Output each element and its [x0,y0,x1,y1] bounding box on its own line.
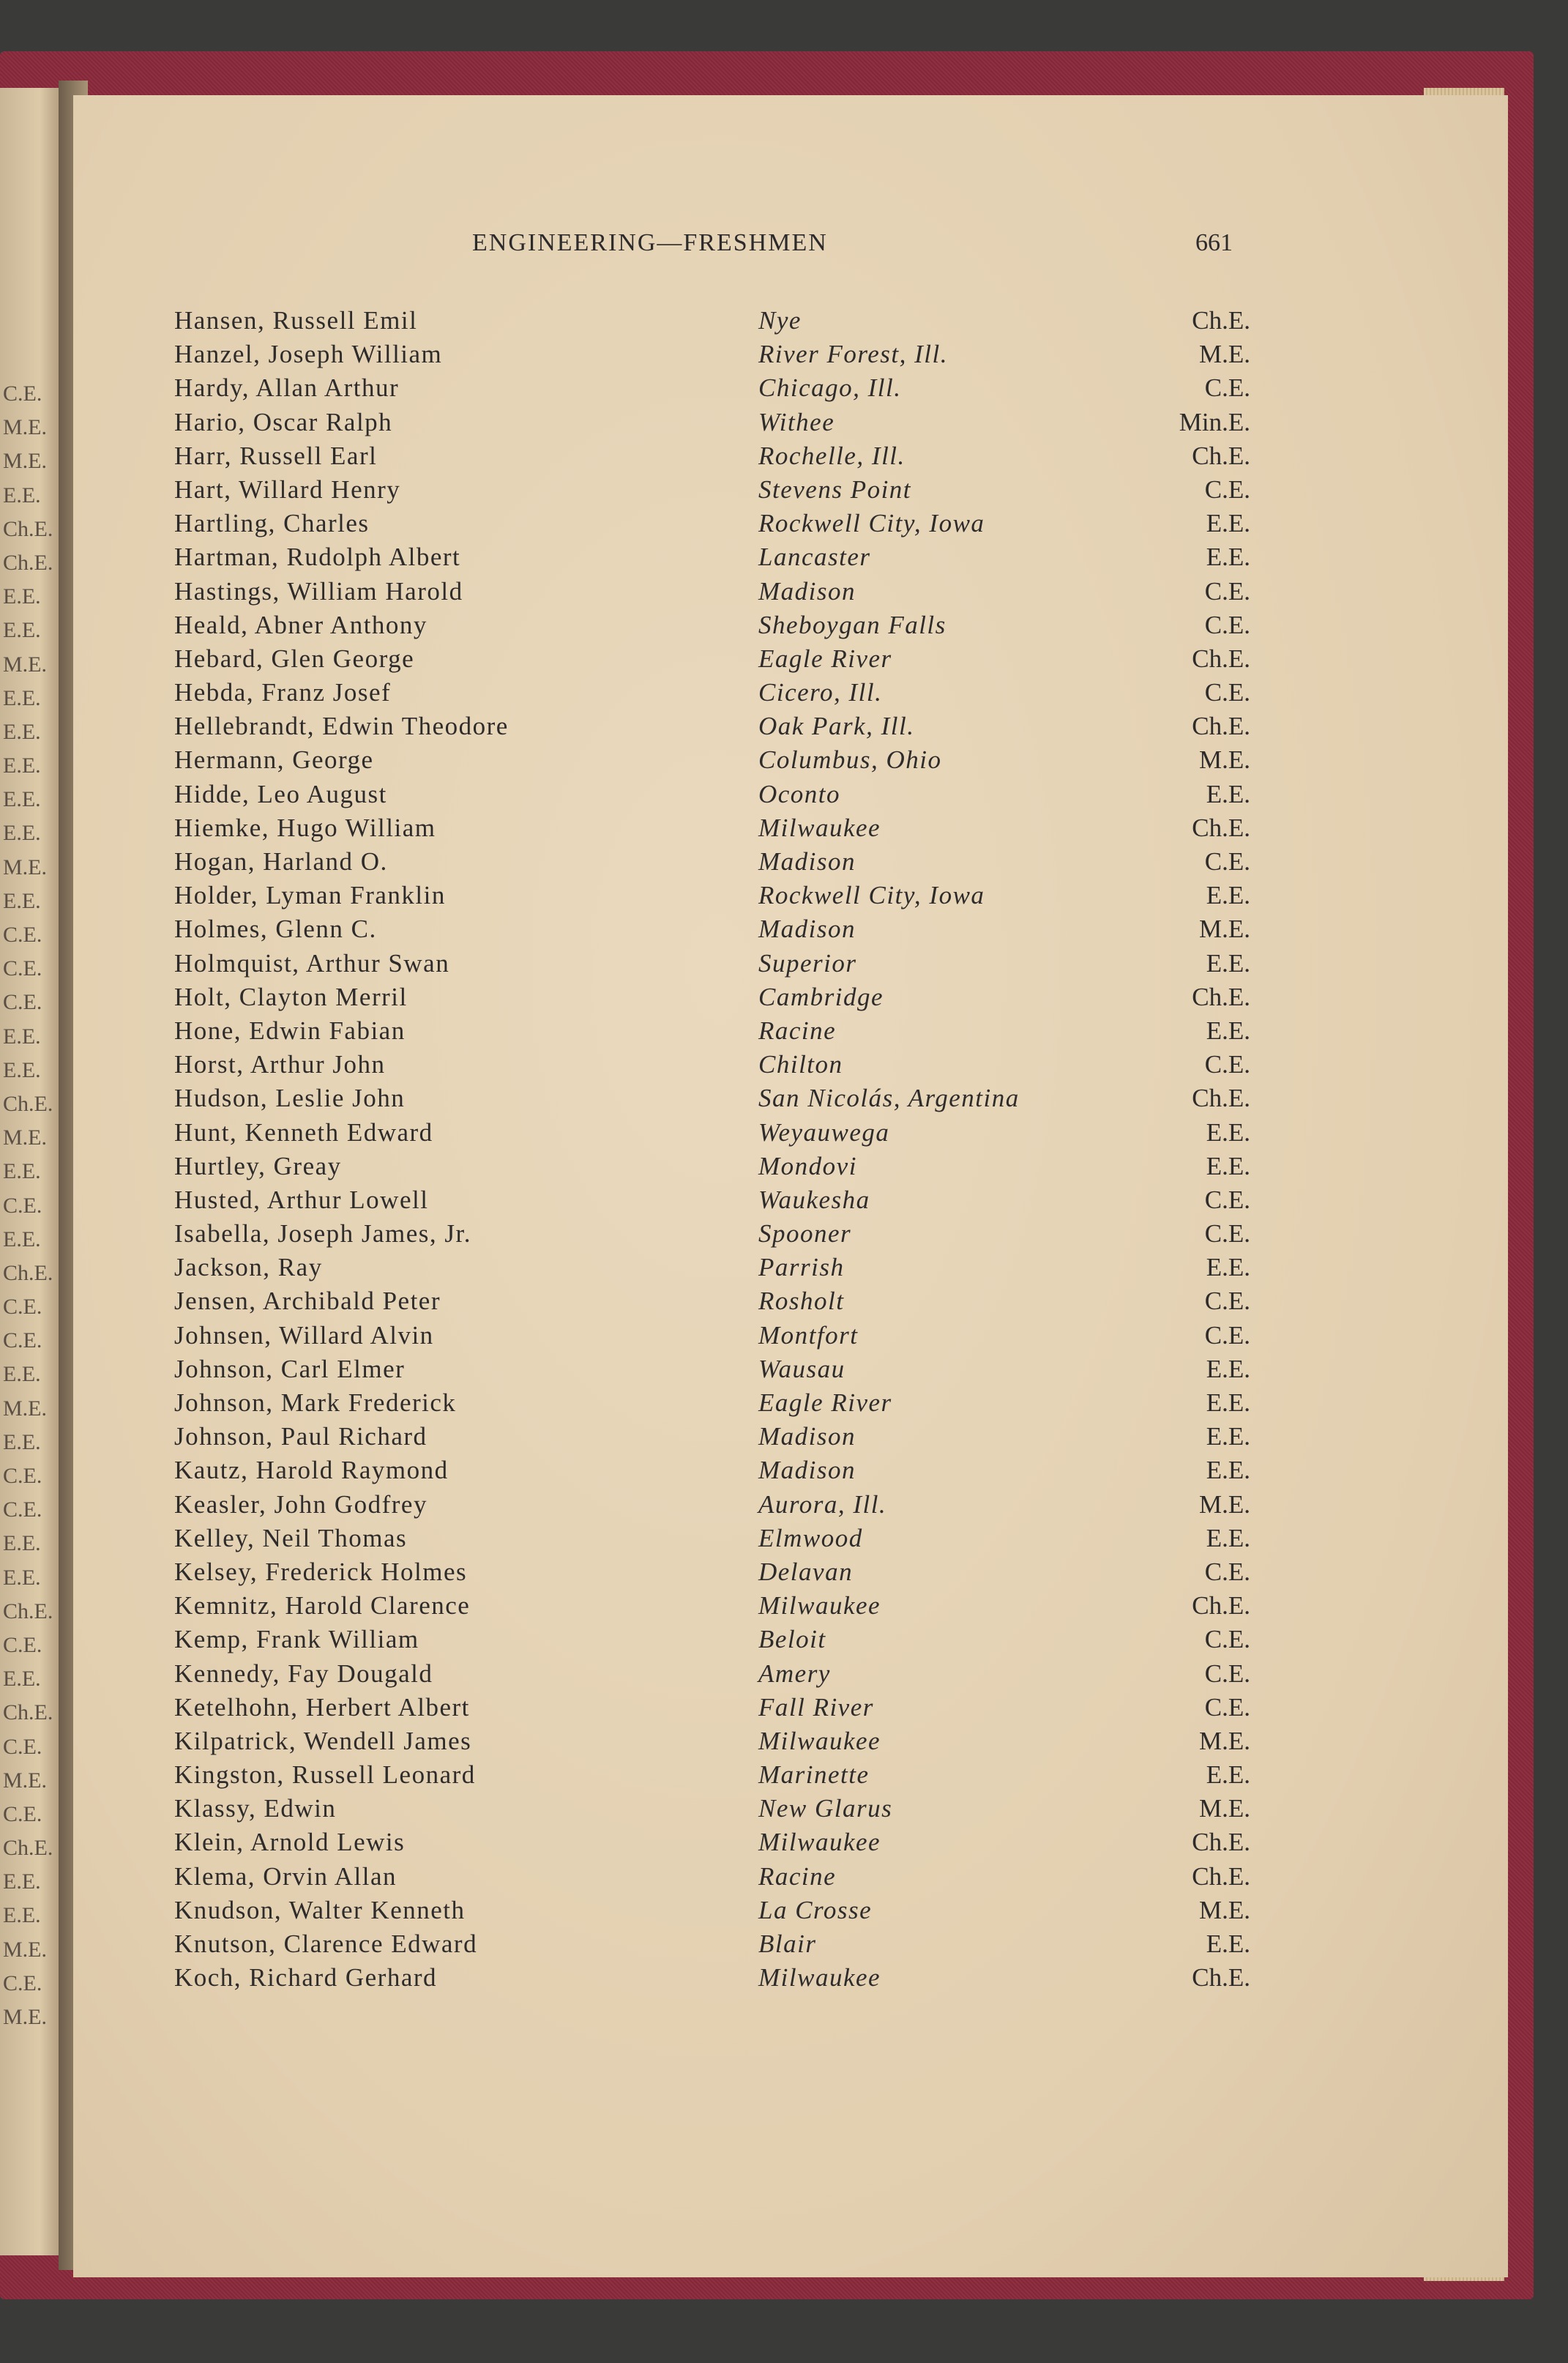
page-number: 661 [1195,229,1233,256]
hometown: La Crosse [758,1895,873,1924]
course-code: C.E. [1204,610,1250,639]
student-name: Kautz, Harold Raymond [174,1456,449,1485]
facing-page-course-code: E.E. [3,1057,41,1082]
student-name: Hastings, William Harold [174,576,463,606]
student-name: Holmquist, Arthur Swan [174,948,450,978]
student-name: Keasler, John Godfrey [174,1489,428,1519]
course-code: Ch.E. [1192,1963,1250,1992]
hometown: Madison [758,915,856,944]
page-title: ENGINEERING—FRESHMEN [472,229,828,256]
list-item [174,1454,1250,1487]
course-code: E.E. [1206,509,1250,538]
list-item [174,980,1250,1014]
hometown: Rosholt [758,1287,845,1316]
hometown: Mondovi [758,1151,857,1180]
student-name: Holmes, Glenn C. [174,915,377,944]
hometown: Columbus, Ohio [758,745,942,775]
list-item [174,1657,1250,1691]
hometown: Rochelle, Ill. [758,441,906,470]
facing-page-course-code: Ch.E. [3,516,53,541]
facing-page-course-code: Ch.E. [3,1091,53,1116]
course-code: E.E. [1206,1354,1250,1383]
list-item [174,1894,1250,1927]
facing-page-course-code: M.E. [3,1396,47,1421]
hometown: Oak Park, Ill. [758,712,915,741]
list-item [174,371,1250,405]
list-item [174,1623,1250,1656]
student-name: Klassy, Edwin [174,1794,337,1823]
student-name: Holt, Clayton Merril [174,982,408,1011]
course-code: Ch.E. [1192,1084,1250,1113]
hometown: Rockwell City, Iowa [758,509,985,538]
facing-page-course-code: C.E. [3,1328,42,1353]
student-name: Hanzel, Joseph William [174,340,443,369]
facing-page-course-code: E.E. [3,1869,41,1894]
list-item [174,710,1250,743]
hometown: Blair [758,1930,817,1958]
course-code: C.E. [1204,678,1250,707]
facing-page-course-code: M.E. [3,449,47,474]
student-name: Hone, Edwin Fabian [174,1016,406,1045]
course-code: C.E. [1204,1219,1250,1249]
facing-page-course-code: Ch.E. [3,1700,53,1725]
hometown: Rockwell City, Iowa [758,881,985,910]
facing-page-course-code: E.E. [3,821,41,846]
student-name: Hartling, Charles [174,509,370,538]
facing-page-course-code: M.E. [3,1125,47,1150]
student-name: Ketelhohn, Herbert Albert [174,1692,470,1722]
list-item [174,1048,1250,1082]
hometown: Eagle River [758,1388,892,1417]
student-name: Johnson, Mark Frederick [174,1388,457,1417]
hometown: Milwaukee [758,1828,881,1857]
course-code: C.E. [1204,1557,1250,1586]
student-name: Koch, Richard Gerhard [174,1963,438,1992]
facing-page-course-code: M.E. [3,855,47,879]
hometown: Weyauwega [758,1117,890,1147]
list-item [174,912,1250,946]
list-item [174,1150,1250,1183]
course-code: M.E. [1199,340,1250,369]
hometown: Aurora, Ill. [758,1489,887,1519]
student-name: Jensen, Archibald Peter [174,1287,441,1316]
student-name: Johnsen, Willard Alvin [174,1320,434,1350]
student-name: Isabella, Joseph James, Jr. [174,1219,471,1249]
list-item [174,304,1250,338]
course-code: Ch.E. [1192,813,1250,842]
list-item [174,947,1250,980]
student-name: Kemp, Frank William [174,1625,419,1654]
student-name: Heald, Abner Anthony [174,610,428,639]
student-name: Kingston, Russell Leonard [174,1760,476,1790]
student-name: Knudson, Walter Kenneth [174,1895,466,1924]
student-name: Hermann, George [174,745,374,775]
facing-page-course-code: E.E. [3,787,41,812]
hometown: River Forest, Ill. [758,340,948,369]
student-name: Johnson, Carl Elmer [174,1354,406,1383]
student-name: Hebard, Glen George [174,644,415,673]
facing-page-course-code: E.E. [3,1531,41,1556]
course-code: C.E. [1204,847,1250,876]
course-code: E.E. [1206,1930,1250,1958]
hometown: Milwaukee [758,1591,881,1620]
hometown: Milwaukee [758,1963,881,1992]
list-item [174,406,1250,439]
facing-page-course-code: C.E. [3,1295,42,1320]
facing-page-course-code: C.E. [3,1801,42,1826]
list-item [174,811,1250,845]
list-item [174,845,1250,879]
hometown: Cambridge [758,982,884,1011]
student-name: Kemnitz, Harold Clarence [174,1591,471,1620]
list-item [174,1386,1250,1420]
list-item [174,338,1250,371]
list-item [174,1217,1250,1251]
course-code: E.E. [1206,1117,1250,1147]
course-code: E.E. [1206,543,1250,572]
hometown: Fall River [758,1692,874,1722]
student-name: Kennedy, Fay Dougald [174,1659,433,1688]
student-name: Husted, Arthur Lowell [174,1185,429,1214]
facing-page-course-code: E.E. [3,1903,41,1928]
facing-page-course-code: M.E. [3,2005,47,2029]
facing-page-course-code: E.E. [3,1429,41,1454]
hometown: Withee [758,407,835,436]
hometown: New Glarus [758,1794,893,1823]
course-code: E.E. [1206,1253,1250,1282]
facing-page-course-code: M.E. [3,1937,47,1962]
course-code: M.E. [1199,1489,1250,1519]
list-item [174,1724,1250,1758]
student-name: Hurtley, Greay [174,1151,342,1180]
facing-page-course-code: E.E. [3,483,41,507]
hometown: Sheboygan Falls [758,610,947,639]
hometown: Madison [758,1456,856,1485]
list-item [174,778,1250,811]
hometown: Madison [758,576,856,606]
list-item [174,1792,1250,1826]
course-code: C.E. [1204,1287,1250,1316]
hometown: Milwaukee [758,1726,881,1755]
hometown: Beloit [758,1625,826,1654]
course-code: C.E. [1204,576,1250,606]
list-item [174,642,1250,676]
student-name: Klein, Arnold Lewis [174,1828,406,1857]
facing-page-course-code: C.E. [3,1632,42,1657]
student-name: Hario, Oscar Ralph [174,407,393,436]
course-code: Ch.E. [1192,1861,1250,1891]
student-name: Harr, Russell Earl [174,441,378,470]
facing-page-course-code: Ch.E. [3,1599,53,1623]
hometown: Waukesha [758,1185,870,1214]
hometown: Cicero, Ill. [758,678,883,707]
hometown: Racine [758,1016,837,1045]
hometown: Lancaster [758,543,871,572]
student-name: Hardy, Allan Arthur [174,373,400,403]
facing-page-course-code: Ch.E. [3,1836,53,1861]
list-item [174,1522,1250,1555]
student-name: Kelsey, Frederick Holmes [174,1557,468,1586]
student-name: Hunt, Kenneth Edward [174,1117,433,1147]
hometown: Marinette [758,1760,870,1790]
course-code: Ch.E. [1192,712,1250,741]
student-list [174,304,1250,1995]
course-code: M.E. [1199,915,1250,944]
list-item [174,1251,1250,1284]
facing-page-course-code: M.E. [3,652,47,677]
facing-page-course-code: M.E. [3,415,47,440]
course-code: E.E. [1206,1456,1250,1485]
hometown: Racine [758,1861,837,1891]
facing-page-course-code: E.E. [3,1667,41,1692]
hometown: Nye [758,306,802,335]
facing-page-course-code: Ch.E. [3,550,53,575]
list-item [174,1589,1250,1623]
list-item [174,439,1250,473]
facing-page-course-code: M.E. [3,1768,47,1793]
list-item [174,1758,1250,1792]
course-code: C.E. [1204,1050,1250,1079]
facing-page-margin-text [3,377,53,2135]
list-item [174,1319,1250,1352]
list-item [174,1488,1250,1522]
course-code: M.E. [1199,1794,1250,1823]
facing-page-course-code: C.E. [3,990,42,1015]
list-item [174,1555,1250,1589]
student-name: Hansen, Russell Emil [174,306,418,335]
student-name: Hartman, Rudolph Albert [174,543,461,572]
course-code: C.E. [1204,1625,1250,1654]
hometown: Superior [758,948,857,978]
course-code: C.E. [1204,1692,1250,1722]
facing-page-course-code: C.E. [3,923,42,947]
course-code: E.E. [1206,1016,1250,1045]
hometown: Chilton [758,1050,843,1079]
facing-page-course-code: E.E. [3,1159,41,1184]
hometown: Milwaukee [758,813,881,842]
facing-page-course-code: C.E. [3,1193,42,1218]
course-code: M.E. [1199,1895,1250,1924]
student-name: Kelley, Neil Thomas [174,1523,408,1552]
course-code: E.E. [1206,1388,1250,1417]
list-item [174,507,1250,540]
course-code: E.E. [1206,1422,1250,1451]
hometown: Oconto [758,779,841,808]
student-name: Hellebrandt, Edwin Theodore [174,712,509,741]
hometown: Madison [758,847,856,876]
facing-page-course-code: E.E. [3,618,41,643]
facing-page-course-code: C.E. [3,956,42,981]
list-item [174,1691,1250,1724]
list-item [174,743,1250,777]
student-name: Jackson, Ray [174,1253,323,1282]
student-name: Holder, Lyman Franklin [174,881,446,910]
student-name: Hebda, Franz Josef [174,678,392,707]
hometown: Chicago, Ill. [758,373,902,403]
course-code: Ch.E. [1192,306,1250,335]
facing-page-course-code: E.E. [3,719,41,744]
facing-page-course-code: E.E. [3,1565,41,1590]
hometown: Stevens Point [758,475,912,504]
course-code: Ch.E. [1192,1828,1250,1857]
student-name: Klema, Orvin Allan [174,1861,397,1891]
facing-page-course-code: C.E. [3,1464,42,1488]
list-item [174,473,1250,507]
hometown: Parrish [758,1253,845,1282]
student-name: Johnson, Paul Richard [174,1422,428,1451]
course-code: C.E. [1204,373,1250,403]
facing-page [0,88,66,2255]
hometown: Montfort [758,1320,859,1350]
course-code: E.E. [1206,1523,1250,1552]
course-code: Ch.E. [1192,441,1250,470]
hometown: Delavan [758,1557,854,1586]
course-code: E.E. [1206,881,1250,910]
facing-page-course-code: E.E. [3,1362,41,1387]
student-name: Hidde, Leo August [174,779,387,808]
list-item [174,540,1250,574]
list-item [174,1352,1250,1386]
facing-page-course-code: E.E. [3,584,41,609]
student-name: Hart, Willard Henry [174,475,401,504]
student-name: Horst, Arthur John [174,1050,386,1079]
list-item [174,1826,1250,1859]
student-name: Hogan, Harland O. [174,847,388,876]
facing-page-course-code: E.E. [3,1024,41,1049]
course-code: E.E. [1206,948,1250,978]
facing-page-course-code: E.E. [3,753,41,778]
facing-page-course-code: Ch.E. [3,1260,53,1285]
course-code: Ch.E. [1192,982,1250,1011]
list-item [174,1183,1250,1217]
list-item [174,1082,1250,1115]
course-code: C.E. [1204,1659,1250,1688]
course-code: C.E. [1204,475,1250,504]
list-item [174,609,1250,642]
facing-page-course-code: C.E. [3,1734,42,1759]
facing-page-course-code: E.E. [3,685,41,710]
hometown: Elmwood [758,1523,863,1552]
course-code: M.E. [1199,1726,1250,1755]
list-item [174,1284,1250,1318]
list-item [174,1420,1250,1454]
course-code: E.E. [1206,1151,1250,1180]
student-name: Hiemke, Hugo William [174,813,436,842]
facing-page-course-code: E.E. [3,888,41,913]
list-item [174,1927,1250,1961]
course-code: E.E. [1206,779,1250,808]
hometown: Spooner [758,1219,852,1249]
course-code: C.E. [1204,1185,1250,1214]
course-code: Ch.E. [1192,644,1250,673]
list-item [174,1014,1250,1048]
course-code: Ch.E. [1192,1591,1250,1620]
facing-page-course-code: C.E. [3,382,42,406]
facing-page-course-code: C.E. [3,1971,42,1995]
hometown: Wausau [758,1354,845,1383]
student-name: Knutson, Clarence Edward [174,1930,478,1958]
list-item [174,1116,1250,1150]
list-item [174,879,1250,912]
list-item [174,676,1250,710]
facing-page-course-code: E.E. [3,1227,41,1251]
hometown: Amery [758,1659,831,1688]
list-item [174,575,1250,609]
student-name: Kilpatrick, Wendell James [174,1726,472,1755]
course-code: E.E. [1206,1760,1250,1790]
course-code: C.E. [1204,1320,1250,1350]
list-item [174,1860,1250,1894]
student-name: Hudson, Leslie John [174,1084,406,1113]
hometown: Eagle River [758,644,892,673]
facing-page-course-code: C.E. [3,1497,42,1522]
list-item [174,1961,1250,1995]
course-code: Min.E. [1179,407,1250,436]
hometown: Madison [758,1422,856,1451]
course-code: M.E. [1199,745,1250,775]
hometown: San Nicolás, Argentina [758,1084,1020,1113]
